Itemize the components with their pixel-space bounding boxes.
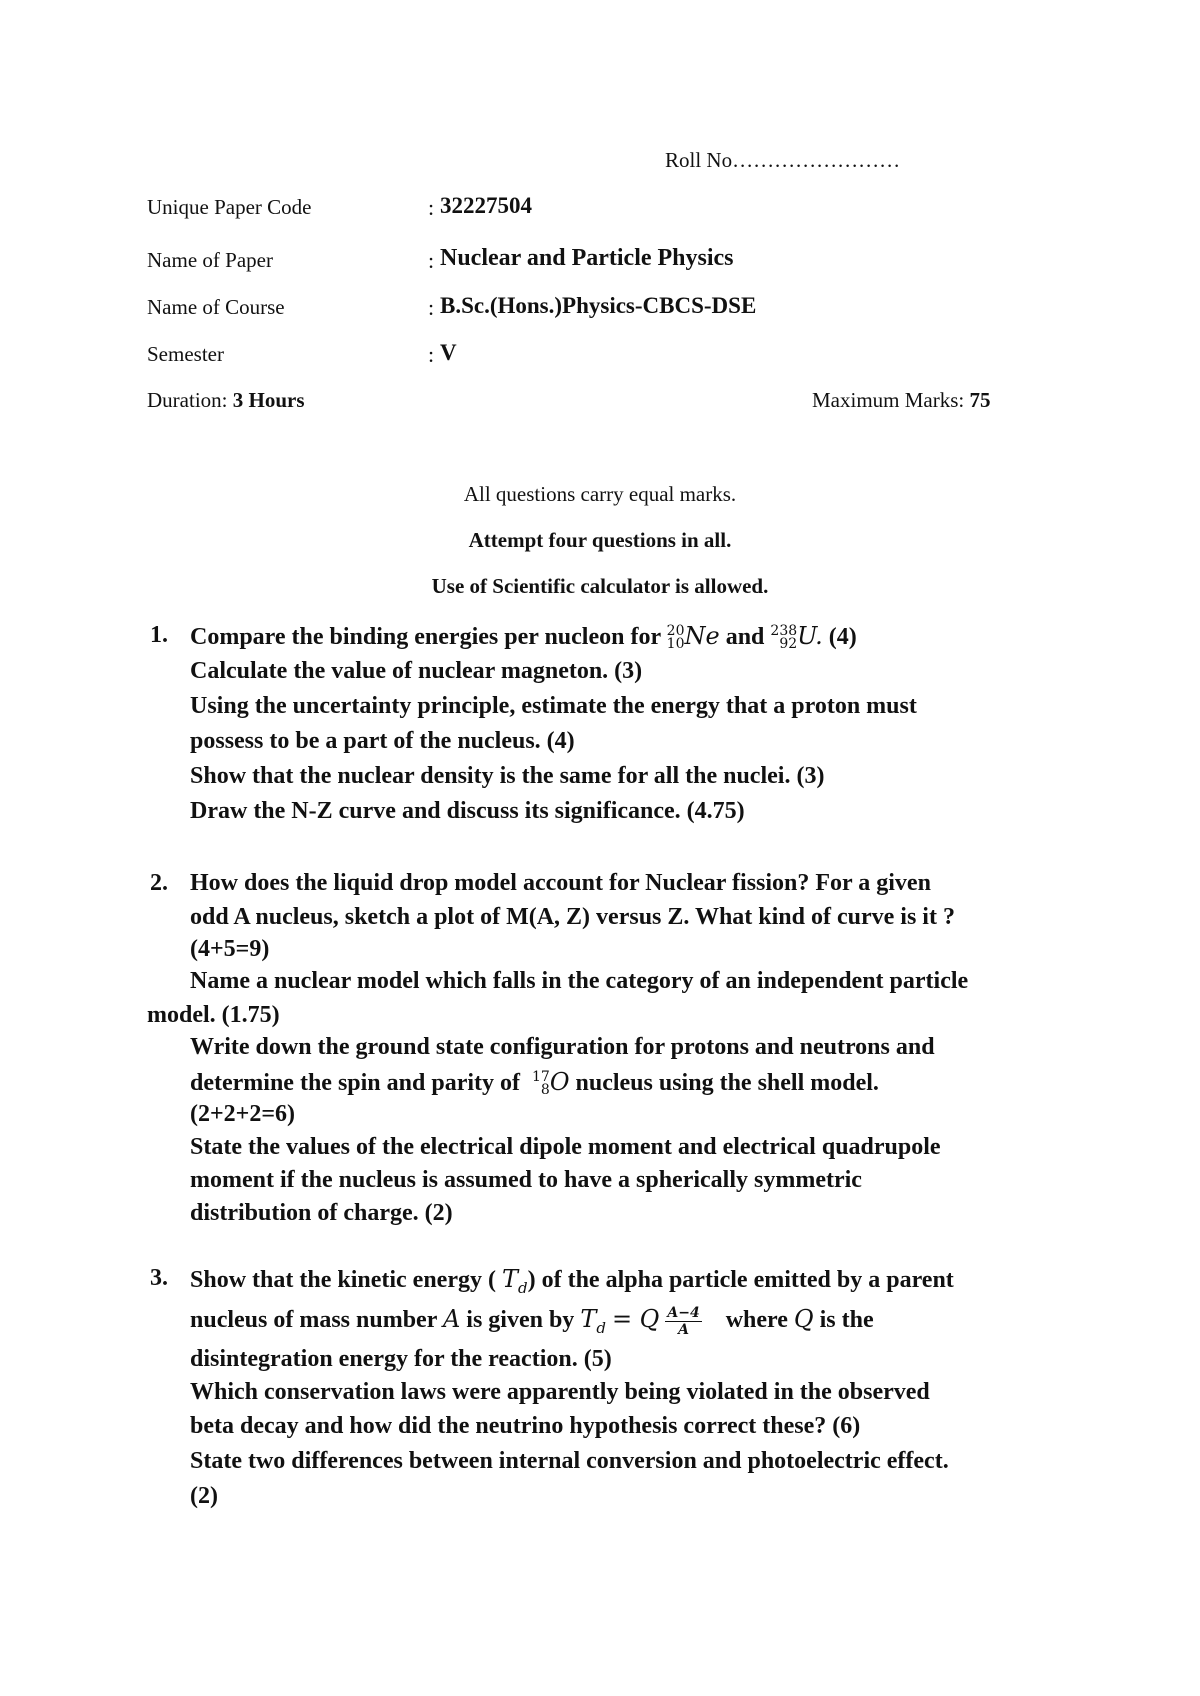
name-of-paper-label: Name of Paper — [147, 248, 273, 272]
semester-value: V — [440, 340, 457, 365]
oxygen-isotope: 17 8 — [532, 1069, 550, 1099]
question-3-line-1: Show that the kinetic energy ( $T_d$) of the alpha particle emitted by a parent — [190, 1265, 954, 1297]
duration-value: 3 Hours — [232, 388, 305, 412]
name-of-course-value: B.Sc.(Hons.)Physics-CBCS-DSE — [440, 293, 757, 318]
question-1-line-4: possess to be a part of the nucleus. (4) — [190, 728, 575, 754]
separator: : — [428, 342, 435, 367]
instruction-calculator: Use of Scientific calculator is allowed. — [431, 574, 769, 598]
question-1-line-2: Calculate the value of nuclear magneton. (3) — [190, 658, 643, 684]
instruction-attempt-four: Attempt four questions in all. — [468, 528, 732, 552]
question-2-number: 2. — [150, 870, 168, 896]
question-3-line-3: disintegration energy for the reaction. (5) — [190, 1346, 612, 1372]
unique-paper-code-label: Unique Paper Code — [147, 195, 312, 219]
question-1-line-1: Compare the binding energies per nucleon for 20 10 Ne and 238 92 U. (4) — [190, 622, 857, 653]
question-3-number: 3. — [150, 1265, 168, 1291]
question-2-line-9: State the values of the electrical dipole moment and electrical quadrupole — [190, 1134, 941, 1160]
question-2-line-5: model. (1.75) — [147, 1002, 280, 1028]
question-2-line-1: How does the liquid drop model account for Nuclear fission? For a given — [190, 870, 931, 896]
semester-label: Semester — [147, 342, 224, 366]
question-2-line-6: Write down the ground state configuration for protons and neutrons and — [190, 1034, 935, 1060]
duration — [147, 388, 305, 413]
mass-fraction: $\frac{A-4}{A}$ — [667, 1305, 700, 1338]
maximum-marks-label: Maximum Marks: — [812, 388, 965, 412]
question-2-line-4: Name a nuclear model which falls in the category of an independent particle — [190, 968, 969, 994]
separator: : — [428, 195, 435, 220]
name-of-paper-value: Nuclear and Particle Physics — [440, 245, 734, 271]
question-3-line-7: (2) — [190, 1483, 218, 1509]
question-2-line-2: odd A nucleus, sketch a plot of M(A, Z) versus Z. What kind of curve is it ? — [190, 904, 955, 930]
question-3-line-5: beta decay and how did the neutrino hypothesis correct these? (6) — [190, 1413, 861, 1439]
question-2-line-10: moment if the nucleus is assumed to have a spherically symmetric — [190, 1167, 862, 1193]
uranium-isotope: 238 92 — [770, 623, 798, 653]
question-2-line-3: (4+5=9) — [190, 936, 270, 962]
question-3-line-6: State two differences between internal conversion and photoelectric effect. — [190, 1448, 949, 1474]
question-3-line-2: nucleus of mass number A is given by $T_d = Q$ $\frac{A-4}{A}$ where Q is the — [190, 1305, 874, 1338]
question-3-line-4: Which conservation laws were apparently being violated in the observed — [190, 1379, 930, 1405]
name-of-course-label: Name of Course — [147, 295, 285, 319]
question-1-line-5: Show that the nuclear density is the same for all the nuclei. (3) — [190, 763, 825, 789]
unique-paper-code-value: 32227504 — [440, 193, 532, 218]
question-1-number: 1. — [150, 622, 168, 648]
neon-isotope: 20 10 — [666, 623, 685, 653]
question-1-line-3: Using the uncertainty principle, estimate the energy that a proton must — [190, 693, 917, 719]
instruction-equal-marks: All questions carry equal marks. — [463, 482, 737, 506]
question-2-line-8: (2+2+2=6) — [190, 1101, 296, 1127]
duration-label: Duration: — [147, 388, 228, 412]
question-1-line-6: Draw the N-Z curve and discuss its significance. (4.75) — [190, 798, 745, 824]
roll-number: Roll No…………………… — [665, 148, 901, 172]
separator: : — [428, 295, 435, 320]
question-2-line-7: determine the spin and parity of 17 8 O nucleus using the shell model. — [190, 1068, 879, 1099]
maximum-marks — [812, 388, 991, 413]
maximum-marks-value: 75 — [969, 388, 991, 412]
separator: : — [428, 248, 435, 273]
question-2-line-11: distribution of charge. (2) — [190, 1200, 453, 1226]
